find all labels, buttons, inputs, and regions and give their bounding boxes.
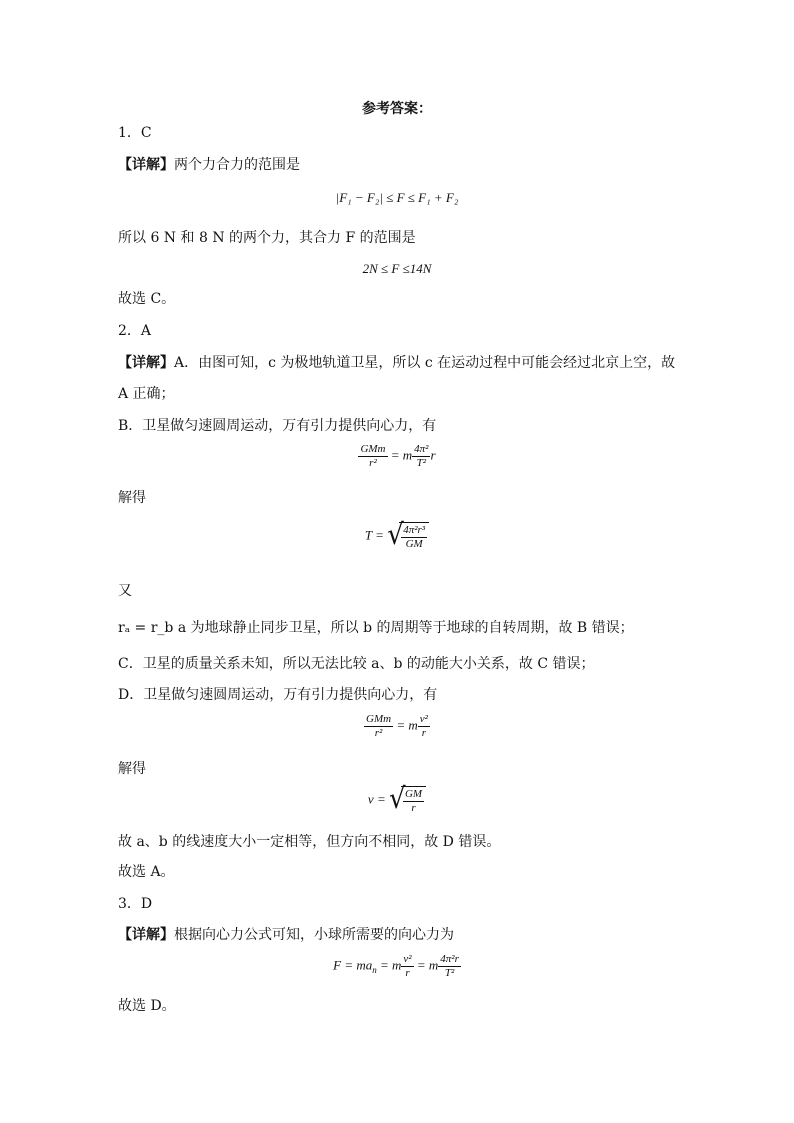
q2-b-equation: $\frac{\text{GMm}}{\text{r²}}$ = m $\frac{\text{4π²}}{\text{T²}}$ r [360, 443, 436, 469]
q2-detail-head: 【详解】 [118, 355, 174, 371]
q2-a-line2: A 正确； [118, 386, 175, 402]
frac-4pi2-t2: $\frac{\text{4π²}}{\text{T²}}$ [414, 443, 429, 469]
q3-equation: $F = ma_n = m$ $\frac{\text{v²}}{r}$ = m $\frac{\text{4π²r}}{\text{T²}}$ [333, 953, 459, 979]
frac-v2-r-q3: $\frac{\text{v²}}{r}$ [403, 953, 412, 979]
q1-line2: 所以 6 N 和 8 N 的两个力，其合力 F 的范围是 [118, 230, 416, 246]
q2-d-line: D．卫星做匀速圆周运动，万有引力提供向心力，有 [118, 687, 438, 703]
frac-4pi2r-t2: $\frac{\text{4π²r}}{\text{T²}}$ [440, 953, 459, 979]
q2-a-line1 [118, 354, 675, 372]
q2-d-line2: 故 a、b 的线速度大小一定相等，但方向不相同，故 D 错误。 [118, 834, 501, 850]
q3-label: 3．D [118, 896, 153, 912]
q2-b-line2: rₐ = r_b a 为地球静止同步卫星，所以 b 的周期等于地球的自转周期，故 B 错误； [118, 620, 634, 636]
frac-v2-r: $\frac{\text{v²}}{r}$ [419, 713, 428, 739]
q1-intro: 两个力合力的范围是 [174, 157, 300, 173]
q2-conclusion: 故选 A。 [118, 864, 175, 880]
q2-period-equation: T = √ $\frac{\text{4π²r³}}{GM}$ [0, 522, 794, 551]
q2-label: 2．A [118, 323, 152, 339]
q1-label: 1．C [118, 125, 152, 141]
q3-detail [118, 926, 454, 944]
sqrt-period: √ $\frac{\text{4π²r³}}{GM}$ [387, 522, 429, 551]
q1-detail-head: 【详解】 [118, 157, 174, 173]
q3-intro: 根据向心力公式可知，小球所需要的向心力为 [174, 927, 454, 943]
q1-conclusion: 故选 C。 [118, 291, 176, 307]
q3-conclusion: 故选 D。 [118, 998, 176, 1014]
q2-solve1: 解得 [118, 490, 146, 506]
q2-b-line: B．卫星做匀速圆周运动，万有引力提供向心力，有 [118, 418, 437, 434]
sqrt-velocity: √ $\frac{GM}{r}$ [389, 786, 426, 815]
q2-a-text: A．由图可知，c 为极地轨道卫星，所以 c 在运动过程中可能会经过北京上空，故 [174, 355, 676, 371]
frac-gmm-r2: $\frac{\text{GMm}}{\text{r²}}$ [360, 443, 386, 469]
q2-d-equation: $\frac{\text{GMm}}{\text{r²}}$ = m $\frac{\text{v²}}{r}$ [366, 713, 428, 739]
q3-detail-head: 【详解】 [118, 927, 174, 943]
q1-detail [118, 156, 300, 174]
q1-formula2: 2N ≤ F ≤14N [362, 261, 432, 276]
q2-c-line: C．卫星的质量关系未知，所以无法比较 a、b 的动能大小关系，故 C 错误； [118, 656, 595, 672]
q2-also: 又 [118, 583, 132, 599]
frac-gmm-r2-d: $\frac{\text{GMm}}{\text{r²}}$ [366, 713, 392, 739]
q1-formula: |F₁ − F₂| ≤ F ≤ F₁ + F₂ [335, 190, 459, 205]
q2-velocity-equation: v = √ $\frac{GM}{r}$ [0, 786, 794, 815]
page-title: 参考答案： [362, 101, 432, 117]
q2-solve2: 解得 [118, 761, 146, 777]
